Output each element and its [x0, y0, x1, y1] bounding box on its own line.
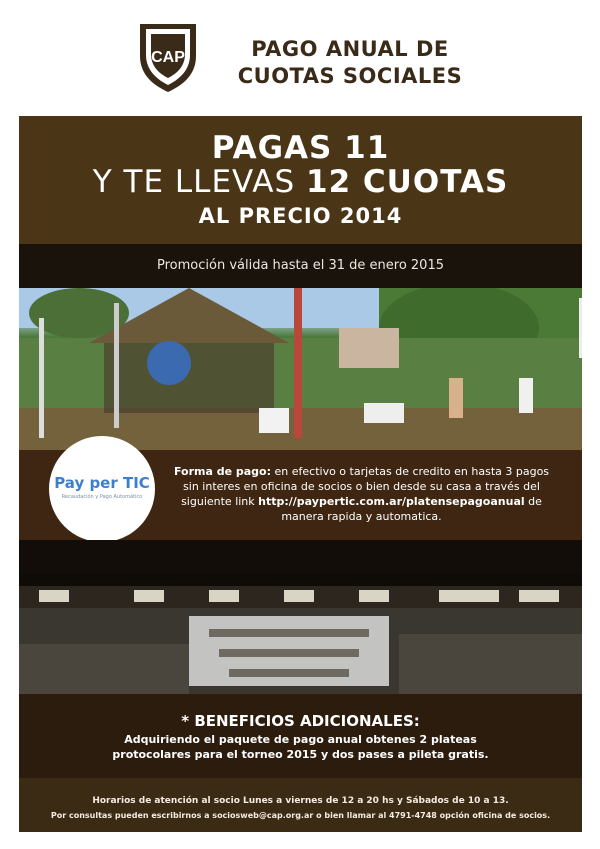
benefits-title: * BENEFICIOS ADICIONALES: — [181, 712, 420, 730]
banner-line1: PAGAS 11 — [211, 130, 390, 166]
promo-validity-text: Promoción válida hasta el 31 de enero 2015 — [157, 258, 444, 273]
crest-text: CAP — [151, 49, 185, 66]
footer — [19, 778, 582, 832]
title-line2: CUOTAS SOCIALES — [237, 64, 463, 88]
title-line1: PAGO ANUAL DE — [251, 37, 449, 61]
page-header — [0, 0, 600, 115]
divider-strip — [19, 540, 582, 574]
promo-flyer — [19, 116, 582, 832]
footer-contact: Por consultas pueden escribirnos a sociosweb@cap.org.ar o bien llamar al 4791-4748 opción oficina de socios. — [50, 811, 551, 820]
paypertic-logo-title: Pay per TIC — [54, 474, 150, 492]
promo-validity — [19, 244, 582, 288]
pool-area-photo — [19, 288, 582, 450]
payment-text — [169, 464, 554, 524]
banner-line3: AL PRECIO 2014 — [198, 204, 403, 228]
cap-crest-logo — [137, 20, 199, 94]
payment-text-part2: de manera rapida y automatica. — [281, 495, 542, 523]
banner-line2-strong: 12 CUOTAS — [306, 164, 509, 200]
page-title — [220, 36, 480, 90]
payment-text-part1: en efectivo o tarjetas de credito en hasta 3 pagos sin interes en oficina de socios o bien desde su casa a través del siguiente link — [181, 465, 550, 508]
stadium-photo — [19, 574, 582, 694]
banner-line2 — [19, 164, 582, 200]
paypertic-logo-subtitle: Recaudación y Pago Automático — [61, 494, 143, 500]
benefits-section — [19, 694, 582, 778]
payment-link[interactable]: http://paypertic.com.ar/platensepagoanual — [258, 495, 525, 508]
promo-banner — [19, 116, 582, 244]
banner-line2-prefix: Y TE LLEVAS — [92, 164, 296, 200]
payment-label: Forma de pago: — [173, 465, 272, 478]
footer-hours: Horarios de atención al socio Lunes a viernes de 12 a 20 hs y Sábados de 10 a 13. — [92, 796, 509, 806]
benefits-text: Adquiriendo el paquete de pago anual obtenes 2 plateas protocolares para el torneo 2015 y dos pases a pileta gratis. — [112, 733, 489, 761]
paypertic-logo — [49, 436, 155, 542]
